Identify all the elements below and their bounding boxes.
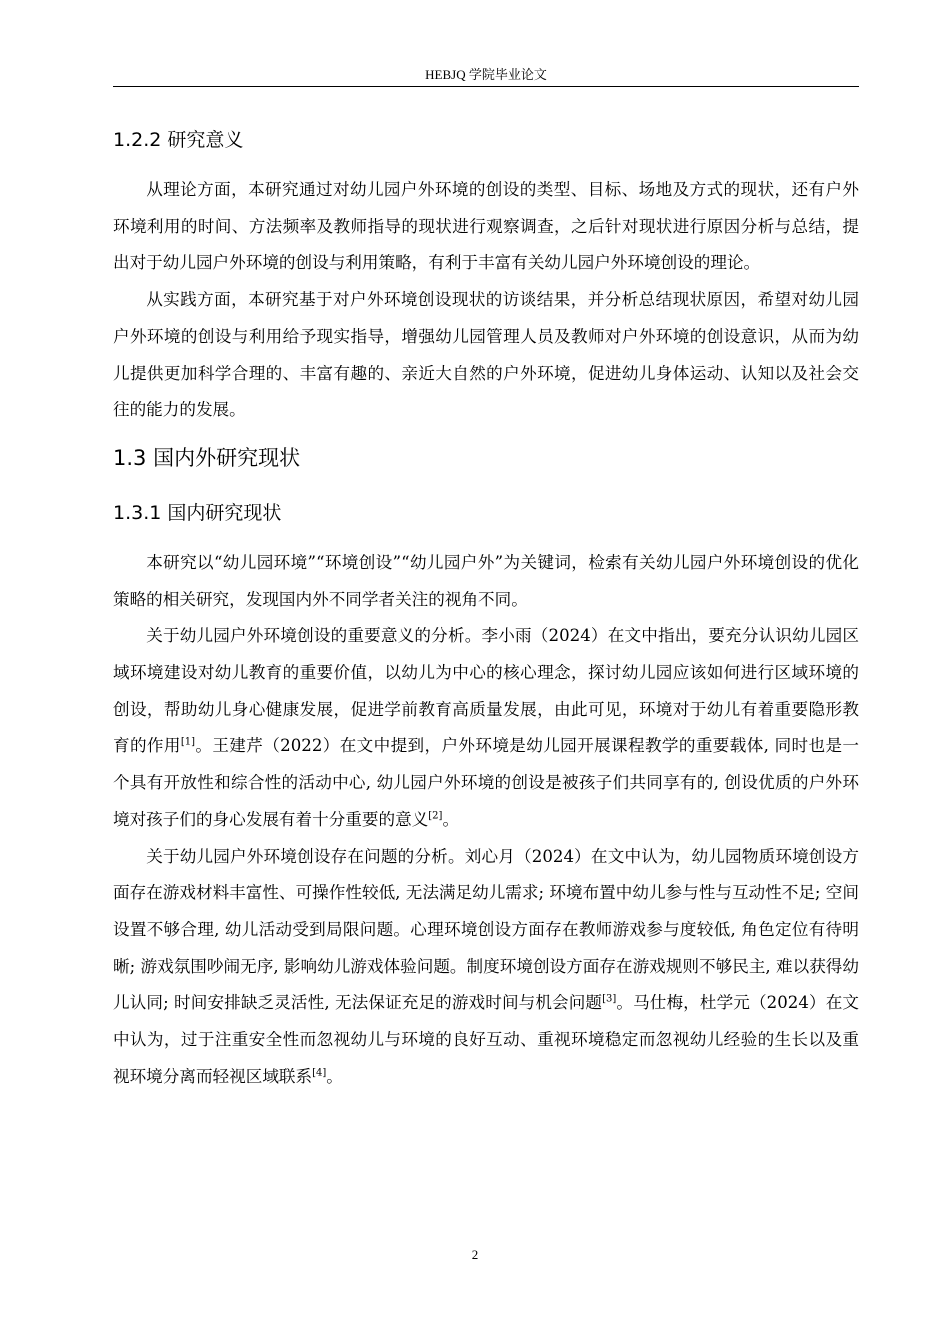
paragraph-practice: 从实践方面，本研究基于对户外环境创设现状的访谈结果，并分析总结现状原因，希望对幼儿园户外环境的创设与利用给予现实指导，增强幼儿园管理人员及教师对户外环境的创设意识，从而为幼儿提供更加科学合理的、丰富有趣的、亲近大自然的户外环境，促进幼儿身体运动、认知以及社会交往的能力的发展。 [113,290,859,420]
paragraph-theory: 从理论方面，本研究通过对幼儿园户外环境的创设的类型、目标、场地及方式的现状，还有户外环境利用的时间、方法频率及教师指导的现状进行观察调查，之后针对现状进行原因分析与总结，提出对于幼儿园户外环境的创设与利用策略，有利于丰富有关幼儿园户外环境创设的理论。 [113,180,859,273]
paragraph-text: 关于幼儿园户外环境创设的重要意义的分析。李小雨（2024）在文中指出，要充分认识幼儿园区域环境建设对幼儿教育的重要价值，以幼儿为中心的核心理念，探讨幼儿园应该如何进行区域环境的创设，帮助幼儿身心健康发展，促进学前教育高质量发展，由此可见，环境对于幼儿有着重要隐形教育的作用 [113,626,859,756]
header-rule [113,86,859,87]
page-number: 2 [471,1247,479,1262]
citation-ref-1[interactable]: [1] [180,736,196,748]
heading-1-2-2: 1.2.2 研究意义 [113,129,244,151]
paragraph-text: 。 [326,1066,343,1086]
citation-ref-3[interactable]: [3] [602,993,617,1005]
paragraph-significance [113,618,859,838]
paragraph-text: 。 [442,809,460,829]
running-header: HEBJQ 学院毕业论文 [425,67,547,82]
page-content [113,122,859,1095]
paragraph-text: 。王建芹（2022）在文中提到，户外环境是幼儿园开展课程教学的重要载体, 同时也是一个具有开放性和综合性的活动中心, 幼儿园户外环境的创设是被孩子们共同享有的, 创设优质的户外环境对孩子们的身心发展有着十分重要的意义 [113,736,860,829]
citation-ref-4[interactable]: [4] [312,1067,327,1079]
paragraph-text: 。马仕梅，杜学元（2024）在文中认为，过于注重安全性而忽视幼儿与环境的良好互动、重视环境稳定而忽视幼儿经验的生长以及重视环境分离而轻视区域联系 [113,993,859,1086]
paragraph-problems [113,839,859,1096]
paragraph-keywords: 本研究以“幼儿园环境”“环境创设”“幼儿园户外”为关键词，检索有关幼儿园户外环境创设的优化策略的相关研究，发现国内外不同学者关注的视角不同。 [113,552,859,609]
heading-1-3-1: 1.3.1 国内研究现状 [113,501,282,524]
paragraph-text: 关于幼儿园户外环境创设存在问题的分析。刘心月（2024）在文中认为，幼儿园物质环境创设方面存在游戏材料丰富性、可操作性较低, 无法满足幼儿需求; 环境布置中幼儿参与性与互动性不足; 空间设置不够合理, 幼儿活动受到局限问题。心理环境创设方面存在教师游戏参与度较低, 角色定位有待明晰; 游戏氛围吵闹无序, 影响幼儿游戏体验问题。制度环境创设方面存在游戏规则不够民主, 难以获得幼儿认同; 时间安排缺乏灵活性, 无法保证充足的游戏时间与机会问题 [113,846,859,1013]
heading-1-3: 1.3 国内外研究现状 [113,445,301,470]
citation-ref-2[interactable]: [2] [428,810,443,822]
